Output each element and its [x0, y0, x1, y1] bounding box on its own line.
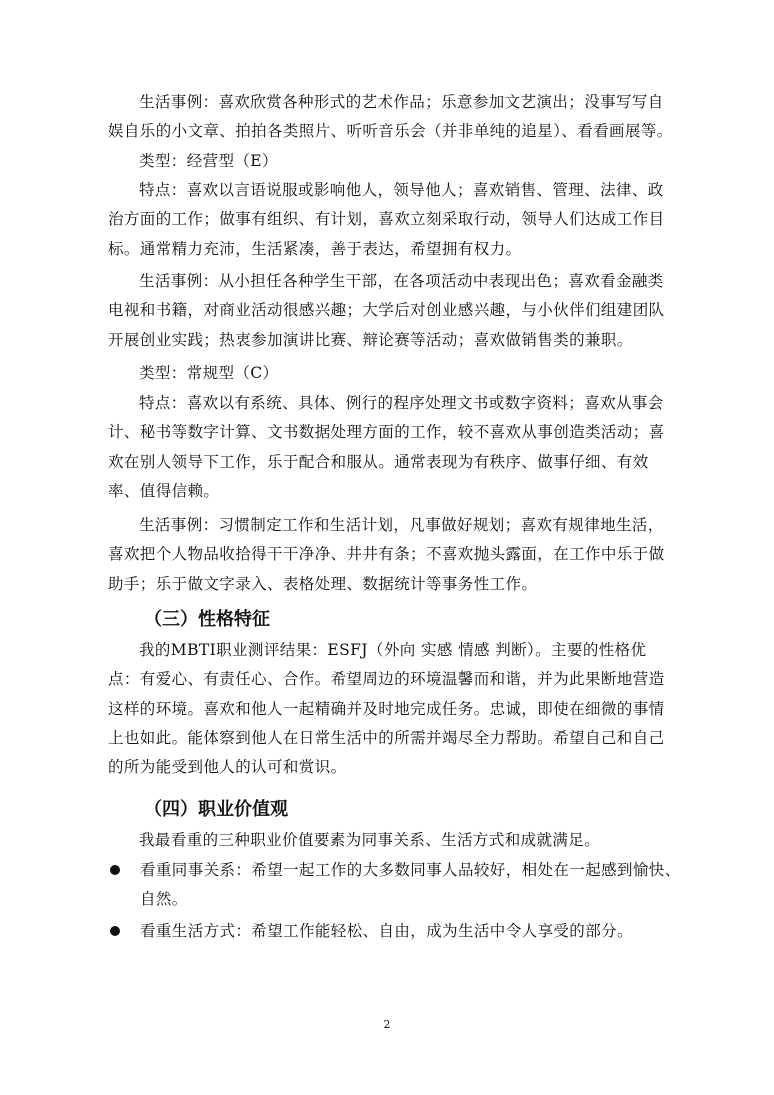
list-item — [108, 917, 688, 946]
paragraph-enterprising-life-example: 生活事例：从小担任各种学生干部，在各项活动中表现出色；喜欢看金融类电视和书籍，对商业活动很感兴趣；大学后对创业感兴趣，与小伙伴们组建团队开展创业实践；热衷参加演讲比赛、辩论赛等活动；喜欢做销售类的兼职。 — [108, 272, 665, 349]
list-item-text: 看重同事关系：希望一起工作的大多数同事人品较好，相处在一起感到愉快、自然。 — [140, 861, 681, 909]
list-item-text: 看重生活方式：希望工作能轻松、自由，成为生活中令人享受的部分。 — [140, 922, 633, 940]
bullet-icon — [110, 865, 120, 875]
section-heading-career-values: （四）职业价值观 — [144, 799, 288, 820]
list-item — [108, 856, 688, 915]
paragraph-type-conventional: 类型：常规型（C） — [139, 364, 279, 382]
page-number: 2 — [383, 1018, 391, 1031]
paragraph-conventional-life-example: 生活事例：习惯制定工作和生活计划，凡事做好规划；喜欢有规律地生活，喜欢把个人物品收拾得干干净净、井井有条；不喜欢抛头露面，在工作中乐于做助手；乐于做文字录入、表格处理、数据统计等事务性工作。 — [108, 516, 665, 593]
bullet-icon — [110, 926, 120, 936]
paragraph-type-enterprising: 类型：经营型（E） — [139, 152, 278, 170]
paragraph-personality-body: 我的MBTI职业测评结果：ESFJ（外向 实感 情感 判断）。主要的性格优点：有爱心、有责任心、合作。希望周边的环境温馨而和谐，并为此果断地营造这样的环境。喜欢和他人一起精确并及时地完成任务。忠诚，即使在细微的事情上也如此。能体察到他人在日常生活中的所需并竭尽全力帮助。希望自己和自己的所为能受到他人的认可和赏识。 — [108, 641, 665, 777]
section-heading-personality: （三）性格特征 — [144, 609, 270, 630]
paragraph-artistic-life-example: 生活事例：喜欢欣赏各种形式的艺术作品；乐意参加文艺演出；没事写写自娱自乐的小文章、拍拍各类照片、听听音乐会（并非单纯的追星）、看看画展等。 — [108, 93, 673, 141]
paragraph-conventional-traits: 特点：喜欢以有系统、具体、例行的程序处理文书或数字资料；喜欢从事会计、秘书等数字计算、文书数据处理方面的工作，较不喜欢从事创造类活动；喜欢在别人领导下工作，乐于配合和服从。通常表现为有秩序、做事仔细、有效率、值得信赖。 — [108, 394, 665, 500]
paragraph-enterprising-traits: 特点：喜欢以言语说服或影响他人，领导他人；喜欢销售、管理、法律、政治方面的工作；做事有组织、有计划，喜欢立刻采取行动，领导人们达成工作目标。通常精力充沛，生活紧凑，善于表达，希望拥有权力。 — [108, 181, 665, 258]
paragraph-career-values-intro: 我最看重的三种职业价值要素为同事关系、生活方式和成就满足。 — [139, 831, 601, 849]
